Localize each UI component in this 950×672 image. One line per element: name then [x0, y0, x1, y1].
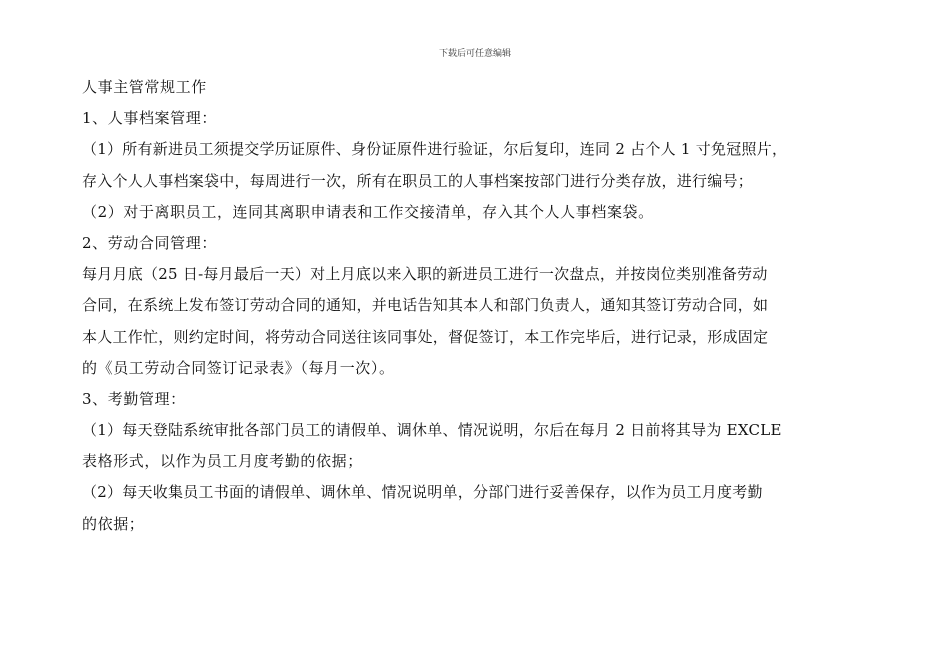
- paragraph-line: （1）所有新进员工须提交学历证原件、身份证原件进行验证，尔后复印，连同 2 占个人 1 寸免冠照片，: [82, 140, 788, 159]
- paragraph-line: （1）每天登陆系统审批各部门员工的请假单、调休单、情况说明，尔后在每月 2 日前将其导为 EXCLE: [82, 421, 782, 440]
- section-heading: 2、劳动合同管理：: [82, 233, 217, 252]
- document-body: [82, 72, 912, 540]
- header-note: 下载后可任意编辑: [438, 49, 511, 59]
- section-heading: 1、人事档案管理：: [82, 109, 217, 128]
- paragraph-line: 本人工作忙，则约定时间，将劳动合同送往该同事处，督促签订，本工作完毕后，进行记录，形成固定: [82, 327, 769, 346]
- paragraph-line: 存入个人人事档案袋中，每周进行一次，所有在职员工的人事档案按部门进行分类存放，进行编号；: [82, 171, 754, 190]
- document-title: 人事主管常规工作: [82, 78, 207, 96]
- section-heading: 3、考勤管理：: [82, 389, 186, 408]
- paragraph-line: 表格形式，以作为员工月度考勤的依据；: [82, 452, 363, 471]
- paragraph-line: 每月月底（25 日-每月最后一天）对上月底以来入职的新进员工进行一次盘点，并按岗位类别准备劳动: [82, 265, 768, 284]
- paragraph-line: （2）每天收集员工书面的请假单、调休单、情况说明单，分部门进行妥善保存，以作为员工月度考勤: [82, 483, 763, 502]
- paragraph-line: 合同，在系统上发布签订劳动合同的通知，并电话告知其本人和部门负责人，通知其签订劳动合同，如: [82, 296, 769, 315]
- paragraph-line: 的依据；: [82, 514, 145, 533]
- paragraph-line: 的《员工劳动合同签订记录表》（每月一次）。: [82, 358, 395, 377]
- paragraph-line: （2）对于离职员工，连同其离职申请表和工作交接清单，存入其个人人事档案袋。: [82, 202, 654, 221]
